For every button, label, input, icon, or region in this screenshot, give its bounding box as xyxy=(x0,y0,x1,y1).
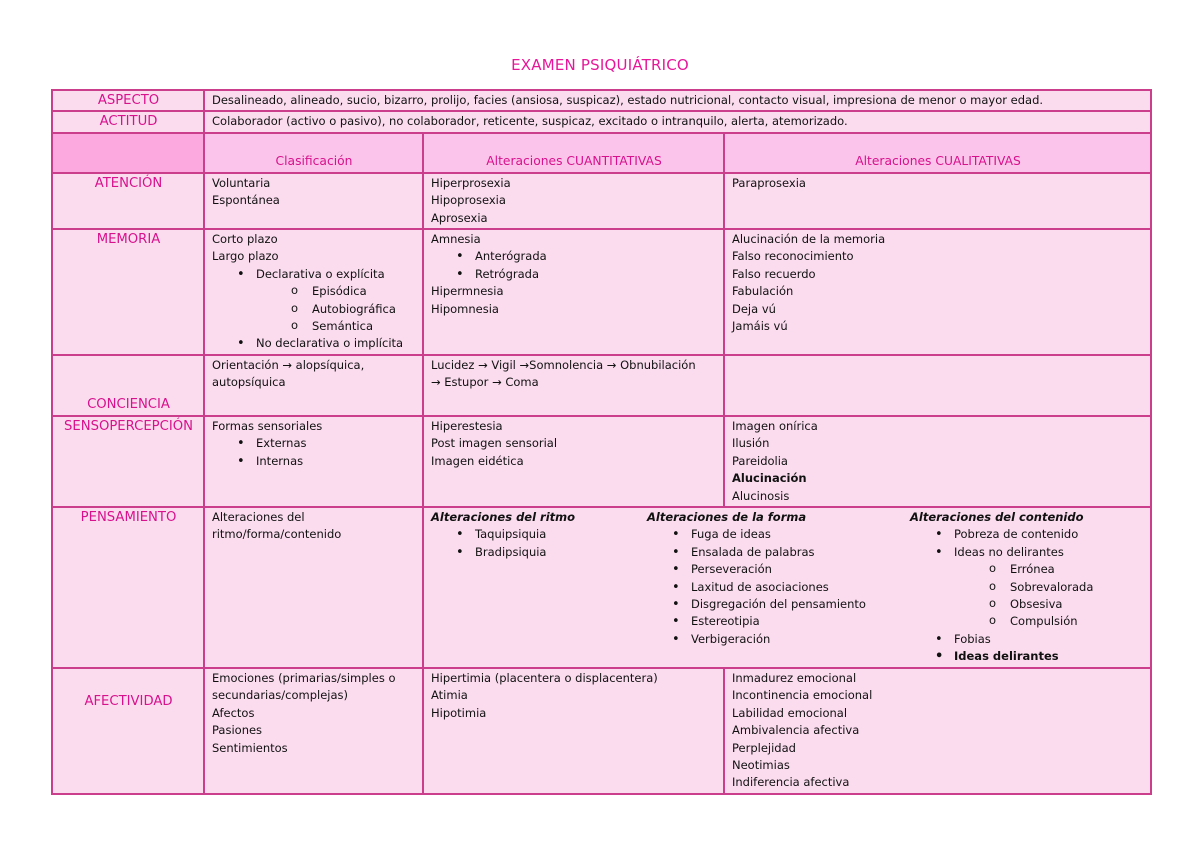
list-item: Corto plazo xyxy=(212,232,278,247)
label-memoria: MEMORIA xyxy=(52,229,204,355)
sub-bullet-item: o Compulsión xyxy=(910,613,1140,630)
row-atencion xyxy=(52,173,1151,229)
list-item: secundarias/complejas) xyxy=(212,688,349,703)
bullet-item: • Fobias xyxy=(910,631,1140,648)
list-item: Lucidez → Vigil →Somnolencia → Obnubilación xyxy=(431,357,696,372)
list-item: Atimia xyxy=(431,688,468,703)
conciencia-cuantitativas xyxy=(423,355,724,416)
sensopercepcion-cualitativas xyxy=(724,416,1151,507)
header-cualitativas: Alteraciones CUALITATIVAS xyxy=(724,133,1151,173)
header-clasificacion: Clasificación xyxy=(204,133,423,173)
list-item: Imagen onírica xyxy=(732,418,818,433)
afectividad-cualitativas xyxy=(724,668,1151,794)
afectividad-clasificacion xyxy=(204,668,423,794)
row-afectividad xyxy=(52,668,1151,794)
list-item: Amnesia xyxy=(431,232,481,247)
label-pensamiento: PENSAMIENTO xyxy=(52,507,204,668)
bullet-item: • Verbigeración xyxy=(647,631,907,648)
list-item: Neotimias xyxy=(732,757,790,772)
bullet-item: • Disgregación del pensamiento xyxy=(647,596,907,613)
bullet-item: • Ideas delirantes xyxy=(910,648,1140,665)
forma-title: Alteraciones de la forma xyxy=(647,509,807,524)
list-item: Falso reconocimiento xyxy=(732,249,854,264)
row-memoria xyxy=(52,229,1151,355)
list-item: Indiferencia afectiva xyxy=(732,775,850,790)
list-item: Hipotimia xyxy=(431,705,487,720)
contenido-title: Alteraciones del contenido xyxy=(910,509,1084,524)
bullet-item: • Bradipsiquia xyxy=(431,544,651,561)
list-item: Sentimientos xyxy=(212,740,288,755)
list-item: Jamáis vú xyxy=(732,319,788,334)
label-atencion: ATENCIÓN xyxy=(52,173,204,229)
header-cuantitativas: Alteraciones CUANTITATIVAS xyxy=(423,133,724,173)
bullet-item: • Pobreza de contenido xyxy=(910,526,1140,543)
bullet-item: • Taquipsiquia xyxy=(431,526,651,543)
bullet-item: • Perseveración xyxy=(647,561,907,578)
contenido-column xyxy=(910,509,1140,666)
list-item: Hipoprosexia xyxy=(431,193,506,208)
sub-bullet-item: o Semántica xyxy=(212,318,416,335)
bullet-item: • Retrógrada xyxy=(431,266,717,283)
row-headers xyxy=(52,133,1151,173)
list-item: Largo plazo xyxy=(212,249,279,264)
aspecto-text: Desalineado, alineado, sucio, bizarro, prolijo, facies (ansiosa, suspicaz), estado nutricional, contacto visual, impresiona de menor o mayor edad. xyxy=(204,90,1151,111)
list-item: → Estupor → Coma xyxy=(431,375,539,390)
list-item: Paraprosexia xyxy=(732,175,806,190)
list-item: Hipermnesia xyxy=(431,284,504,299)
sub-bullet-item: o Autobiográfica xyxy=(212,301,416,318)
atencion-clasificacion xyxy=(204,173,423,229)
list-item: Falso recuerdo xyxy=(732,266,816,281)
row-pensamiento xyxy=(52,507,1151,668)
pensamiento-alteraciones xyxy=(423,507,1151,668)
atencion-cualitativas xyxy=(724,173,1151,229)
row-sensopercepcion xyxy=(52,416,1151,507)
conciencia-cualitativas xyxy=(724,355,1151,416)
ritmo-column xyxy=(431,509,651,561)
list-item: Alucinación xyxy=(732,471,807,486)
list-item: Hiperestesia xyxy=(431,418,503,433)
forma-column xyxy=(647,509,907,648)
atencion-cuantitativas xyxy=(423,173,724,229)
label-sensopercepcion: SENSOPERCEPCIÓN xyxy=(52,416,204,507)
list-item: Deja vú xyxy=(732,301,776,316)
bullet-item: • Ideas no delirantes xyxy=(910,544,1140,561)
sub-bullet-item: o Obsesiva xyxy=(910,596,1140,613)
bullet-item: • Estereotipia xyxy=(647,613,907,630)
bullet-item: • Fuga de ideas xyxy=(647,526,907,543)
list-item: Afectos xyxy=(212,705,255,720)
list-item: Espontánea xyxy=(212,193,280,208)
sensopercepcion-clasificacion xyxy=(204,416,423,507)
list-item: Hiperprosexia xyxy=(431,175,511,190)
memoria-cuantitativas xyxy=(423,229,724,355)
list-item: Hipomnesia xyxy=(431,301,499,316)
page-title: EXAMEN PSIQUIÁTRICO xyxy=(511,56,689,74)
row-actitud xyxy=(52,111,1151,132)
sub-bullet-item: o Errónea xyxy=(910,561,1140,578)
list-item: Incontinencia emocional xyxy=(732,688,873,703)
list-item: Labilidad emocional xyxy=(732,705,848,720)
label-conciencia: CONCIENCIA xyxy=(52,355,204,416)
bullet-item: • Externas xyxy=(212,435,416,452)
list-item: Perplejidad xyxy=(732,740,796,755)
list-item: Voluntaria xyxy=(212,175,271,190)
list-item: Ambivalencia afectiva xyxy=(732,723,860,738)
memoria-clasificacion xyxy=(204,229,423,355)
psychiatric-exam-table xyxy=(51,89,1152,795)
list-item: Inmadurez emocional xyxy=(732,670,857,685)
bullet-item: • Anterógrada xyxy=(431,248,717,265)
list-item: Fabulación xyxy=(732,284,794,299)
sub-bullet-item: o Sobrevalorada xyxy=(910,579,1140,596)
list-item: Emociones (primarias/simples o xyxy=(212,670,396,685)
sensopercepcion-cuantitativas xyxy=(423,416,724,507)
list-item: Alucinosis xyxy=(732,488,790,503)
label-actitud: ACTITUD xyxy=(52,111,204,132)
memoria-cualitativas xyxy=(724,229,1151,355)
afectividad-cuantitativas xyxy=(423,668,724,794)
row-conciencia xyxy=(52,355,1151,416)
list-item: Hipertimia (placentera o displacentera) xyxy=(431,670,658,685)
header-empty xyxy=(52,133,204,173)
ritmo-title: Alteraciones del ritmo xyxy=(431,509,576,524)
row-aspecto xyxy=(52,90,1151,111)
pensamiento-clasificacion xyxy=(204,507,423,668)
list-item: Alteraciones del xyxy=(212,509,305,524)
list-item: Aprosexia xyxy=(431,210,488,225)
sub-bullet-item: o Episódica xyxy=(212,283,416,300)
list-item: ritmo/forma/contenido xyxy=(212,527,342,542)
list-item: Formas sensoriales xyxy=(212,418,323,433)
list-item: Ilusión xyxy=(732,436,770,451)
bullet-item: • No declarativa o implícita xyxy=(212,335,416,352)
bullet-item: • Laxitud de asociaciones xyxy=(647,579,907,596)
bullet-item: • Internas xyxy=(212,453,416,470)
actitud-text: Colaborador (activo o pasivo), no colaborador, reticente, suspicaz, excitado o intranquilo, alerta, atemorizado. xyxy=(204,111,1151,132)
list-item: Pasiones xyxy=(212,723,263,738)
list-item: Imagen eidética xyxy=(431,453,524,468)
bullet-item: • Ensalada de palabras xyxy=(647,544,907,561)
list-item: Pareidolia xyxy=(732,453,788,468)
list-item: Post imagen sensorial xyxy=(431,436,558,451)
label-aspecto: ASPECTO xyxy=(52,90,204,111)
list-item: autopsíquica xyxy=(212,375,286,390)
list-item: Orientación → alopsíquica, xyxy=(212,357,365,372)
conciencia-clasificacion xyxy=(204,355,423,416)
bullet-item: • Declarativa o explícita xyxy=(212,266,416,283)
label-afectividad: AFECTIVIDAD xyxy=(52,668,204,794)
list-item: Alucinación de la memoria xyxy=(732,232,886,247)
